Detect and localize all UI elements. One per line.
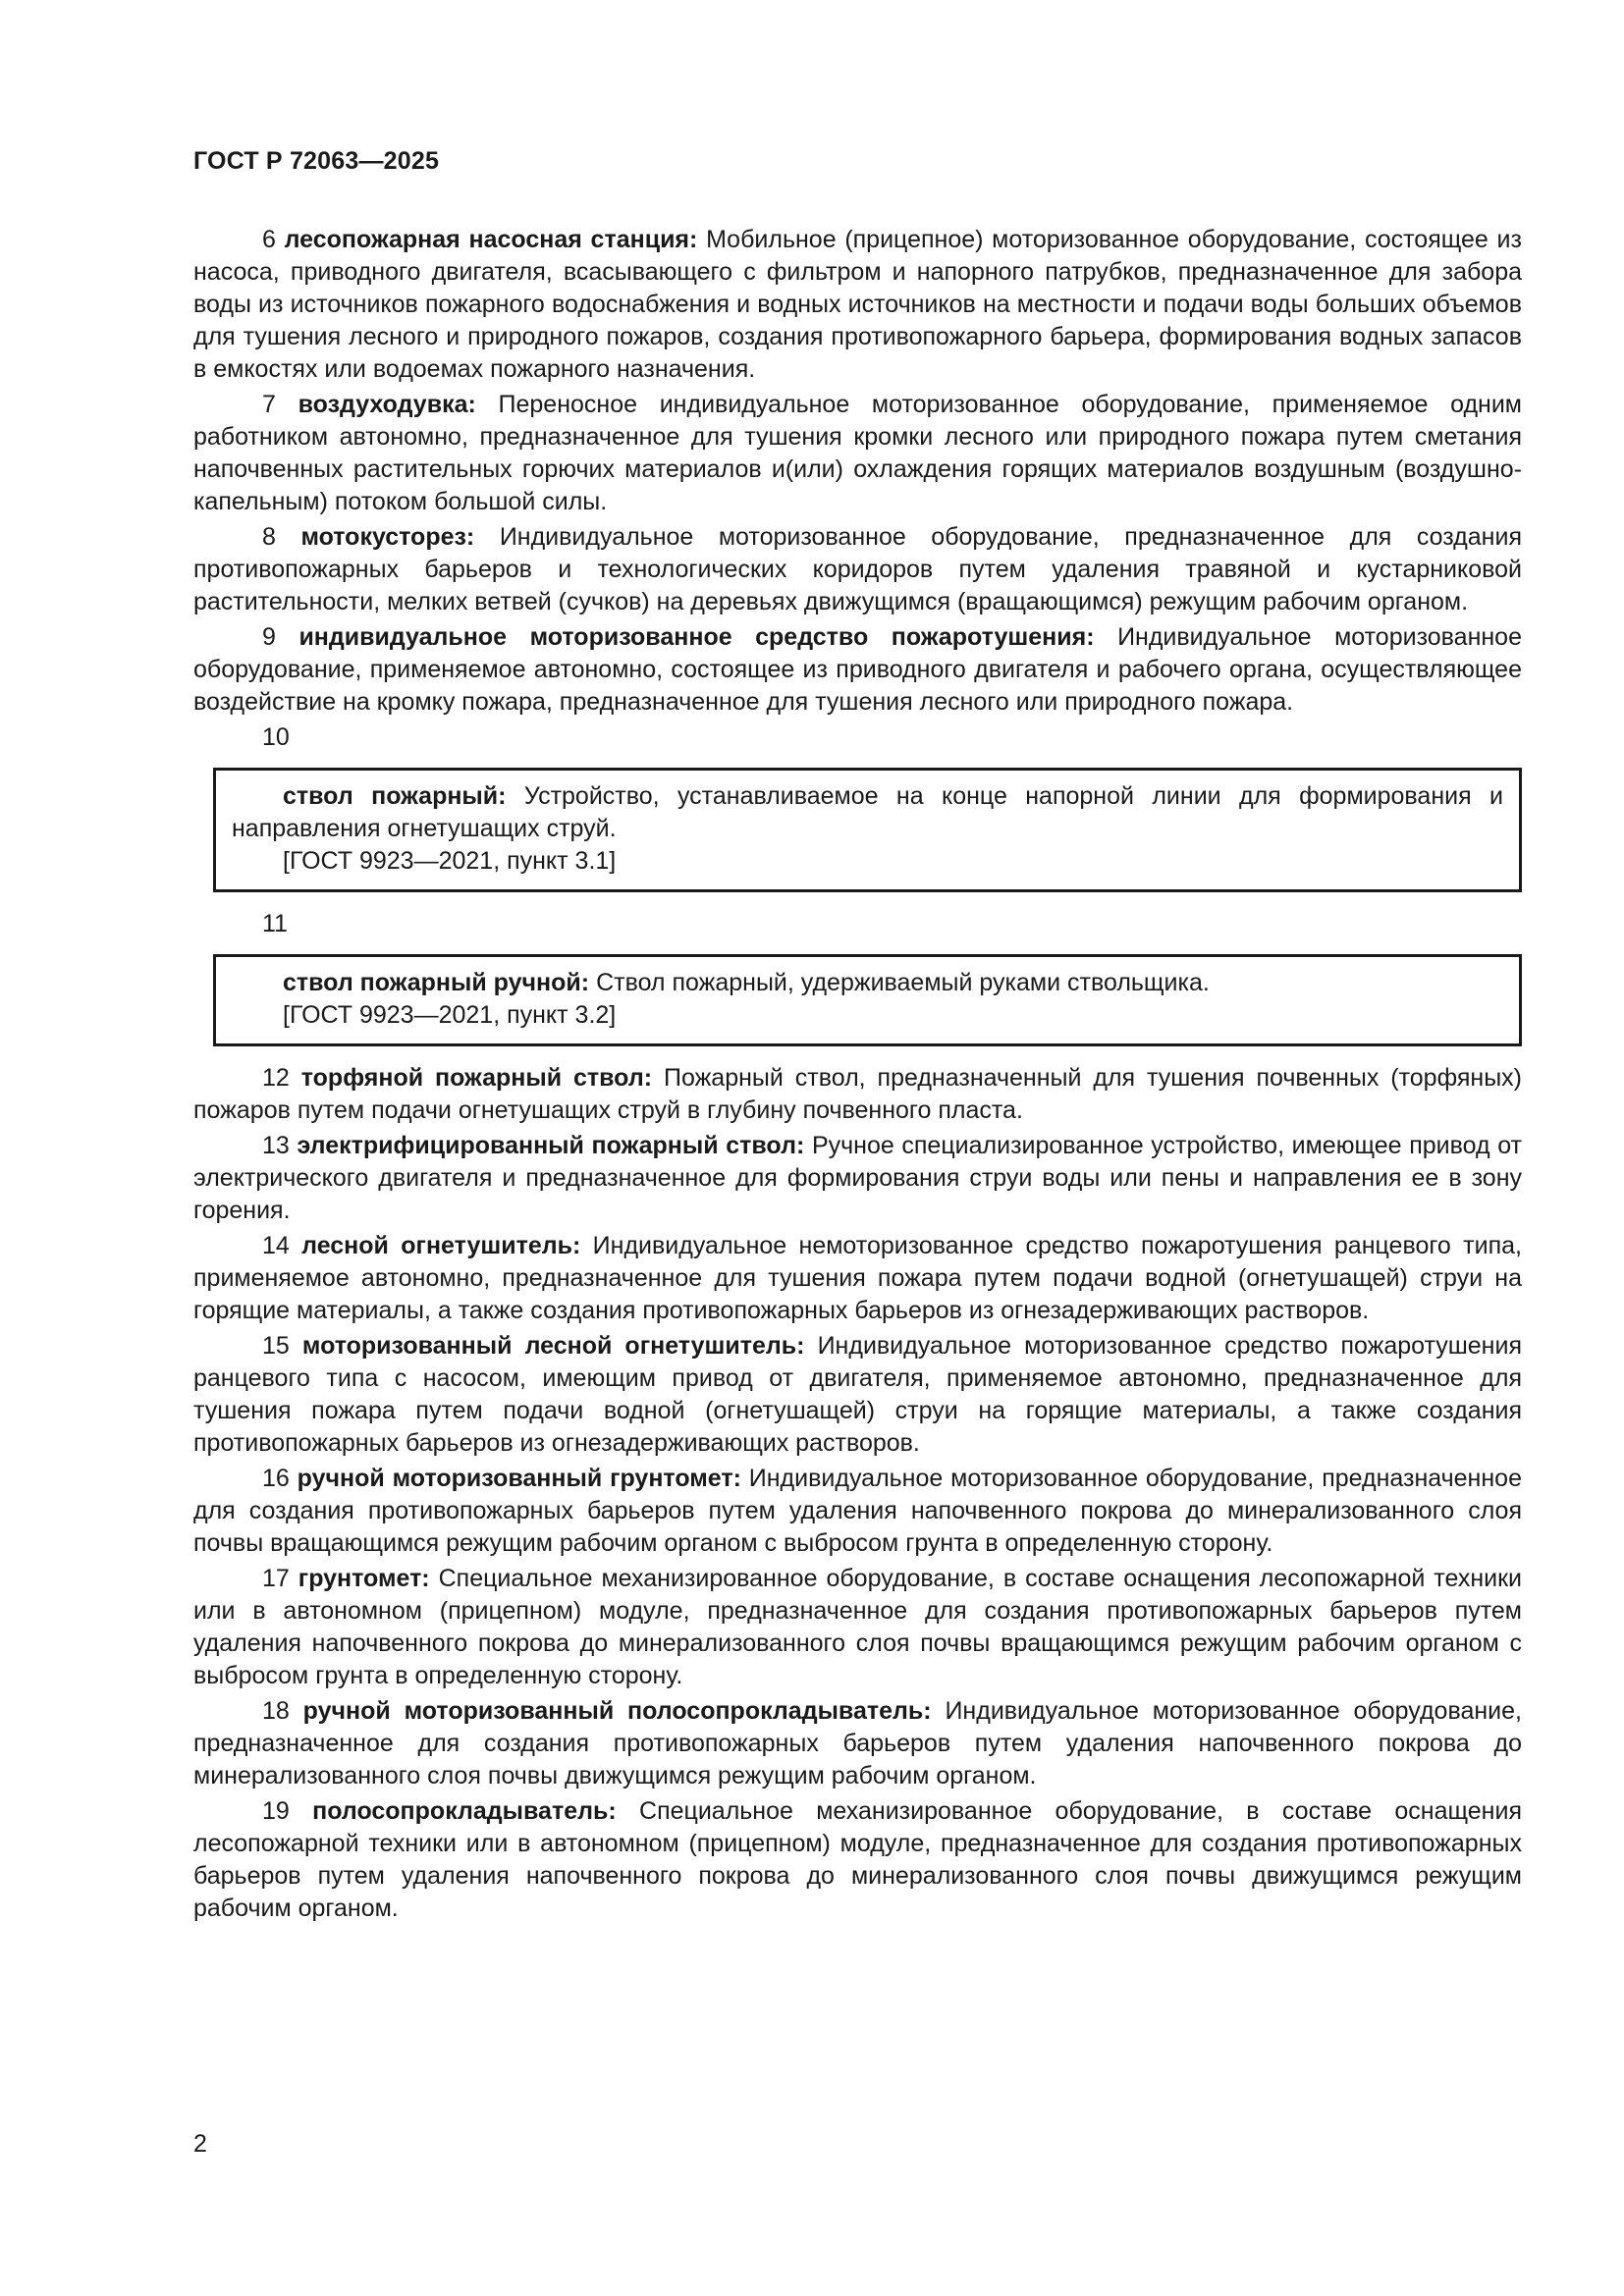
term-number: 18	[262, 1697, 290, 1725]
term-number: 8	[262, 523, 276, 551]
term-definition: Индивидуальное немоторизованное средство пожаротушения ранцевого типа, применяемое автономно, предназначенное для тушения пожара путем подачи водной (огнетушащей) струи на горящие материалы, а также создания противопожарных барьеров из огнезадерживающих растворов.	[193, 1232, 1522, 1324]
term-definition: Специальное механизированное оборудование, в составе оснащения лесопожарной техники или в автономном (прицепном) модуле, предназначенное для создания противопожарных барьеров путем удаления напочвенного покрова до минерализованного слоя почвы вращающимся режущим рабочим органом с выбросом грунта в определенную сторону.	[193, 1565, 1522, 1689]
term-entry-9	[193, 621, 1522, 719]
term-definition: Индивидуальное моторизованное оборудование, предназначенное для создания противопожарных барьеров путем удаления напочвенного покрова до минерализованного слоя почвы вращающимся режущим рабочим органом с выбросом грунта в определенную сторону.	[193, 1465, 1522, 1557]
term-name: ствол пожарный ручной:	[283, 969, 590, 996]
term-entry-12	[193, 1062, 1522, 1127]
term-definition: Ствол пожарный, удерживаемый руками ствольщика.	[596, 969, 1210, 996]
term-number: 12	[262, 1064, 290, 1092]
quoted-term-text	[232, 967, 1503, 999]
term-number: 13	[262, 1132, 290, 1159]
term-definition: Переносное индивидуальное моторизованное оборудование, применяемое одним работником автономно, предназначенное для тушения кромки лесного или природного пожара путем сметания напочвенных растительных горючих материалов и(или) охлаждения горящих материалов воздушным (воздушно-капельным) потоком большой силы.	[193, 391, 1522, 515]
term-entry-6	[193, 224, 1522, 386]
term-number: 19	[262, 1797, 290, 1825]
term-name: электрифицированный пожарный ствол:	[297, 1132, 805, 1159]
term-name: торфяной пожарный ствол:	[300, 1064, 653, 1092]
term-entry-7	[193, 389, 1522, 518]
term-number: 15	[262, 1332, 290, 1360]
document-header: ГОСТ Р 72063—2025	[193, 147, 440, 175]
term-number: 6	[262, 226, 276, 253]
quoted-term-text	[232, 780, 1503, 845]
page-number: 2	[193, 2130, 207, 2158]
term-entry-19	[193, 1795, 1522, 1925]
terms-body	[193, 224, 1522, 1928]
term-number: 14	[262, 1232, 290, 1259]
term-number: 16	[262, 1465, 290, 1492]
term-definition: Мобильное (прицепное) моторизованное оборудование, состоящее из насоса, приводного двигателя, всасывающего с фильтром и напорного патрубков, предназначенное для забора воды из источников пожарного водоснабжения и водных источников на местности и подачи воды больших объемов для тушения лесного и природного пожаров, создания противопожарного барьера, формирования водных запасов в емкостях или водоемах пожарного назначения.	[193, 226, 1522, 383]
term-entry-14	[193, 1230, 1522, 1327]
term-definition: Индивидуальное моторизованное средство пожаротушения ранцевого типа с насосом, имеющим привод от двигателя, применяемое автономно, предназначенное для тушения пожара путем подачи водной (огнетушащей) струи на горящие материалы, а также создания противопожарных барьеров из огнезадерживающих растворов.	[193, 1332, 1522, 1457]
term-name: индивидуальное моторизованное средство пожаротушения:	[298, 623, 1095, 651]
term-name: грунтомет:	[298, 1565, 430, 1592]
term-entry-17	[193, 1563, 1522, 1692]
term-entry-18	[193, 1695, 1522, 1792]
term-entry-8	[193, 521, 1522, 618]
term-definition: Специальное механизированное оборудование, в составе оснащения лесопожарной техники или в автономном (прицепном) модуле, предназначенное для создания противопожарных барьеров путем удаления напочвенного покрова до минерализованного слоя почвы движущимся режущим рабочим органом.	[193, 1797, 1522, 1922]
quoted-term-box-11	[213, 954, 1522, 1046]
term-number-11: 11	[262, 910, 288, 937]
term-name: полосопрокладыватель:	[312, 1797, 617, 1825]
term-name: ручной моторизованный полосопрокладыватель:	[302, 1697, 932, 1725]
term-number: 7	[262, 391, 276, 418]
term-definition: Пожарный ствол, предназначенный для тушения почвенных (торфяных) пожаров путем подачи огнетушащих струй в глубину почвенного пласта.	[193, 1064, 1523, 1124]
term-definition: Ручное специализированное устройство, имеющее привод от электрического двигателя и предназначенное для формирования струи воды или пены и направления ее в зону горения.	[193, 1132, 1522, 1224]
term-number-10: 10	[262, 723, 290, 751]
term-definition: Индивидуальное моторизованное оборудование, предназначенное для создания противопожарных барьеров путем удаления напочвенного покрова до минерализованного слоя почвы движущимся режущим рабочим органом.	[193, 1697, 1522, 1789]
term-name: лесопожарная насосная станция:	[284, 226, 698, 253]
term-definition: Индивидуальное моторизованное оборудование, предназначенное для создания противопожарных барьеров и технологических коридоров путем удаления травяной и кустарниковой растительности, мелких ветвей (сучков) на деревьях движущимся (вращающимся) режущим рабочим органом.	[193, 523, 1522, 615]
source-reference: [ГОСТ 9923—2021, пункт 3.1]	[283, 847, 617, 875]
term-name: воздуходувка:	[298, 391, 476, 418]
quoted-term-box-10	[213, 768, 1522, 892]
term-definition: Индивидуальное моторизованное оборудование, применяемое автономно, состоящее из приводного двигателя и рабочего органа, осуществляющее воздействие на кромку пожара, предназначенное для тушения лесного или природного пожара.	[193, 623, 1522, 716]
term-name: ручной моторизованный грунтомет:	[297, 1465, 741, 1492]
term-entry-13	[193, 1130, 1522, 1227]
term-definition: Устройство, устанавливаемое на конце напорной линии для формирования и направления огнетушащих струй.	[232, 782, 1503, 842]
term-name: мотокусторез:	[300, 523, 475, 551]
term-entry-15	[193, 1330, 1522, 1460]
term-number: 17	[262, 1565, 290, 1592]
term-name: лесной огнетушитель:	[301, 1232, 581, 1259]
source-reference: [ГОСТ 9923—2021, пункт 3.2]	[283, 1001, 617, 1029]
term-number: 9	[262, 623, 276, 651]
term-name: моторизованный лесной огнетушитель:	[301, 1332, 805, 1360]
term-name: ствол пожарный:	[283, 782, 507, 810]
term-entry-16	[193, 1463, 1522, 1560]
